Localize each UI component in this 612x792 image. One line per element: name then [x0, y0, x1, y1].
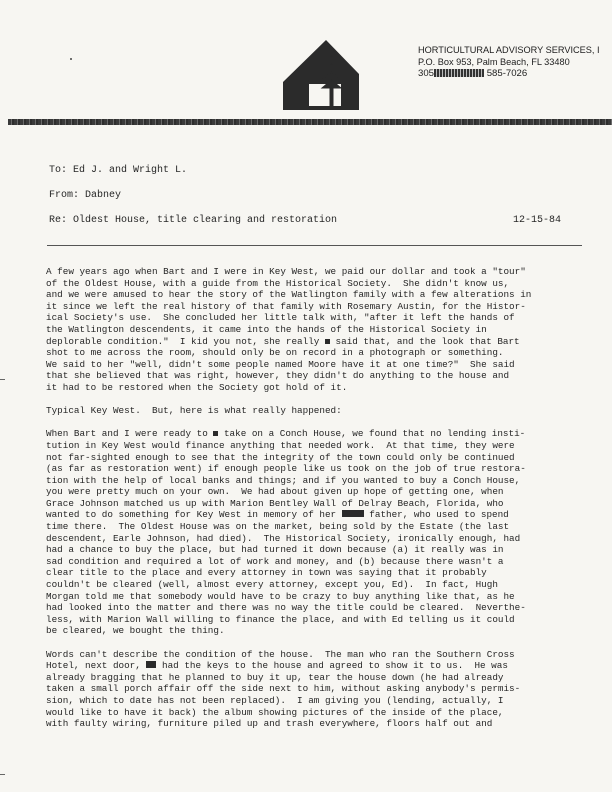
memo-date: 12-15-84	[513, 215, 562, 226]
margin-mark	[0, 379, 5, 380]
text-line: father, who used to spend	[363, 509, 509, 521]
text-line: that she believed that was right, however, they didn't do anything to the house and	[46, 370, 510, 382]
org-phone	[418, 68, 612, 80]
text-line: deplorable condition." I kid you not, she really	[46, 335, 325, 347]
text-line: be cleared, we bought the thing.	[46, 625, 225, 637]
text-line: already bragging that he planned to buy it up, tear the house down (he had already	[46, 671, 504, 683]
letter-body	[46, 266, 586, 741]
memo-from: From: Dabney	[49, 190, 122, 201]
text-line: tution in Key West would finance anything that needed work. At that time, they were	[46, 439, 515, 451]
text-line: and we were amused to hear the story of the Watlington family with a few alterations in	[46, 289, 532, 301]
text-line: Words can't describe the condition of the house. The man who ran the Southern Cross	[46, 648, 515, 660]
text-line: When Bart and I were ready to	[46, 428, 214, 440]
header-divider	[47, 245, 582, 246]
text-line: Typical Key West. But, here is what really happened:	[46, 405, 342, 417]
text-line: it had to be restored when the Society got hold of it.	[46, 381, 348, 393]
org-name: HORTICULTURAL ADVISORY SERVICES, I	[418, 45, 600, 55]
text-line: the Watlington descendents, it came into the hands of the Historical Society in	[46, 323, 487, 335]
text-line: ical Society's use. She concluded her little talk with, "after it left the hands of	[46, 312, 515, 324]
memo-to: To: Ed J. and Wright L.	[49, 165, 188, 176]
company-logo	[283, 40, 359, 110]
text-line: Morgan told me that somebody would have to be crazy to buy anything like that, as he	[46, 590, 515, 602]
text-line: time there. The Oldest House was on the market, being sold by the Estate (the last	[46, 521, 510, 533]
letterhead	[418, 44, 612, 80]
paragraph	[46, 649, 586, 730]
text-line: with faulty wiring, furniture piled up and trash everywhere, floors half out and	[46, 718, 493, 730]
org-address: P.O. Box 953, Palm Beach, FL 33480	[418, 57, 570, 67]
text-line: of the Oldest House, with a guide from the Historical Society. She didn't know us,	[46, 277, 510, 289]
text-line: taken a small porch affair off the side next to him, without asking anybody's permis-	[46, 683, 521, 695]
letterhead-divider	[8, 119, 612, 125]
paragraph	[46, 405, 586, 417]
text-line: tion with the help of local banks and things; and if you wanted to buy a Conch House,	[46, 474, 521, 486]
text-line: wanted to do something for Key West in memory of her	[46, 509, 342, 521]
phone-number: 585-7026	[486, 68, 528, 79]
margin-mark	[0, 774, 5, 775]
text-line: would like to have it back) the album showing pictures of the inside of the place,	[46, 706, 504, 718]
paragraph	[46, 428, 586, 637]
text-line: not far-sighted enough to see that the integrity of the town could only be continued	[46, 451, 515, 463]
text-line: it since we left the real history of that family with Rosemary Austin, for the Histor-	[46, 300, 526, 312]
text-line: descendent, Earle Johnson, had died). The Historical Society, ironically enough, had	[46, 532, 521, 544]
phone-prefix: 305	[418, 68, 435, 79]
text-line: you were pretty much on your own. We had about given up hope of getting one, when	[46, 486, 504, 498]
text-line: take on a Conch House, we found that no lending insti-	[218, 428, 526, 440]
text-line: (as far as restoration went) if enough people like us took on the job of true restora-	[46, 463, 526, 475]
text-line: less, with Marion Wall willing to finance the place, and with Ed telling us it could	[46, 613, 515, 625]
memo-re: Re: Oldest House, title clearing and restoration	[49, 215, 338, 226]
text-line: shot to me across the room, should only be on record in a photograph or something.	[46, 347, 504, 359]
text-line: clear title to the place and every attorney in town was saying that it probably	[46, 567, 487, 579]
redaction-mark	[342, 510, 364, 517]
redaction-mark	[146, 661, 156, 668]
text-line: said that, and the look that Bart	[329, 335, 520, 347]
text-line: couldn't be cleared (well, almost every attorney, except you, Ed). In fact, Hugh	[46, 579, 498, 591]
text-line: sion, which to date has not been replaced). I am giving you (lending, actually, I	[46, 694, 504, 706]
text-line: Grace Johnson matched us up with Marion Bentley Wall of Delray Beach, Florida, who	[46, 497, 504, 509]
text-line: sad condition and required a lot of work and money, and (b) because there wasn't a	[46, 555, 504, 567]
text-line: Hotel, next door,	[46, 660, 147, 672]
text-line: had a chance to buy the place, but had turned it down because (a) it really was in	[46, 544, 504, 556]
text-line: We said to her "well, didn't some people named Moore have it at one time?" She said	[46, 358, 515, 370]
redaction-mark	[434, 69, 484, 77]
paragraph	[46, 266, 586, 394]
text-line: had the keys to the house and agreed to show it to us. He was	[156, 660, 508, 672]
text-line: A few years ago when Bart and I were in Key West, we paid our dollar and took a "tour"	[46, 266, 526, 277]
text-line: had looked into the matter and there was no way the title could be cleared. Neverthe-	[46, 602, 526, 614]
speck	[70, 58, 72, 60]
